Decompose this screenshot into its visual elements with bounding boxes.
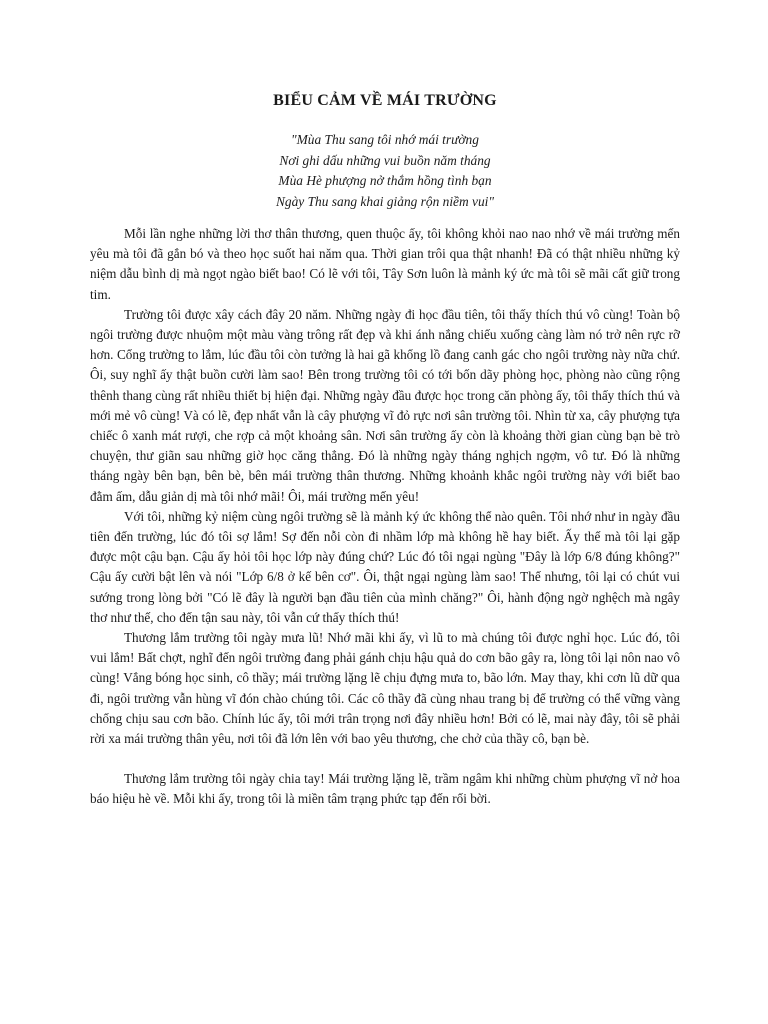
document-title: BIỂU CẢM VỀ MÁI TRƯỜNG [273, 92, 497, 109]
poem-line: Nơi ghi dấu những vui buồn năm tháng [279, 152, 491, 168]
poem-line: "Mùa Thu sang tôi nhớ mái trường [291, 132, 479, 147]
paragraph-flood-memory: Thương lắm trường tôi ngày mưa lũ! Nhớ mãi khi ấy, vì lũ to mà chúng tôi được nghỉ học. Lúc đó, tôi vui lắm! Bất chợt, nghĩ đến ngôi trường đang phải gánh chịu hậu quả do cơn bão gây ra, lòng tôi lại nôn nao vô cùng! Vắng bóng học sinh, cô thầy; mái trường lặng lẽ chịu đựng mưa to, bão lớn. May thay, khi cơn lũ dữ qua đi, ngôi trường vẫn hùng vĩ đón chào chúng tôi. Các cô thầy đã cùng nhau trang bị để trường có thể vững vàng chống chịu sau cơn bão. Chính lúc ấy, tôi mới trân trọng nơi đây nhiều hơn! Bởi có lẽ, mai này đây, tôi sẽ phải rời xa mái trường thân yêu, nơi tôi đã lớn lên với bao yêu thương, che chở của thầy cô, bạn bè. [90, 630, 680, 747]
poem-line: Ngày Thu sang khai giảng rộn niềm vui" [275, 193, 494, 209]
paragraph-farewell: Thương lắm trường tôi ngày chia tay! Mái trường lặng lẽ, trầm ngâm khi những chùm phượng vĩ nở hoa báo hiệu hè về. Mỗi khi ấy, trong tôi là miền tâm trạng phức tạp đến rối bời. [90, 771, 680, 807]
paragraph-intro: Mỗi lần nghe những lời thơ thân thương, quen thuộc ấy, tôi không khỏi nao nao nhớ về mái trường mến yêu mà tôi đã gắn bó và theo học suốt hai năm qua. Thời gian trôi qua thật nhanh! Đã có thật nhiều những kỷ niệm dẫu bình dị mà ngọt ngào biết bao! Có lẽ với tôi, Tây Sơn luôn là mảnh ký ức mà tôi sẽ mãi cất giữ trong tim. [90, 226, 680, 302]
poem-line: Mùa Hè phượng nở thắm hồng tình bạn [278, 173, 492, 188]
paragraph-first-day-memory: Với tôi, những kỷ niệm cùng ngôi trường sẽ là mảnh ký ức không thể nào quên. Tôi nhớ như in ngày đầu tiên đến trường, lúc đó tôi sợ lắm! Sợ đến nỗi còn đi nhầm lớp mà không hề hay biết. Ấy thế mà tôi lại gặp được một cậu bạn. Cậu ấy hỏi tôi học lớp này đúng chứ? Lúc đó tôi ngại ngùng "Đây là lớp 6/8 đúng không?" Cậu ấy cười bật lên và nói "Lớp 6/8 ở kế bên cơ". Ôi, thật ngại ngùng làm sao! Thế nhưng, tôi lại có chút vui sướng trong lòng bởi "Có lẽ đây là người bạn đầu tiên của mình chăng?" Ôi, hành động ngờ nghệch mà ngây thơ như thế, cho đến tận sau này, tôi vẫn cứ thấy thích thú! [90, 508, 680, 625]
paragraph-school-description: Trường tôi được xây cách đây 20 năm. Những ngày đi học đầu tiên, tôi thấy thích thú vô cùng! Toàn bộ ngôi trường được nhuộm một màu vàng trông rất đẹp và khi ánh nắng chiếu xuống càng làm nó trở nên rực rỡ hơn. Cổng trường to lắm, lúc đầu tôi còn tưởng là hai gã khổng lồ đang canh gác cho ngôi trường này nữa chứ. Ôi, suy nghĩ ấy thật buồn cười làm sao! Bên trong trường tôi có tới bốn dãy phòng học, phòng nào cũng rộng thênh thang cùng rất nhiều thiết bị hiện đại. Những ngày đầu được học trong căn phòng ấy, tôi thấy thích thú và mới mẻ vô cùng! Và có lẽ, đẹp nhất vẫn là cây phượng vĩ đỏ rực nơi sân trường tôi. Nhìn từ xa, cây phượng tựa chiếc ô xanh mát rượi, che rợp cả một khoảng sân. Nơi sân trường ấy còn là khoảng thời gian cùng bạn bè trò chuyện, thư giãn sau những giờ học căng thẳng. Đó là những ngày tháng nghịch ngợm, vô tư. Đó là những tháng ngày bên bạn, bên bè, bên mái trường thân thương. Những khoảnh khắc ngôi trường này với biết bao đằm ấm, dẫu giản dị mà tôi nhớ mãi! Ôi, mái trường mến yêu! [90, 306, 680, 504]
poem-quote [90, 130, 680, 212]
